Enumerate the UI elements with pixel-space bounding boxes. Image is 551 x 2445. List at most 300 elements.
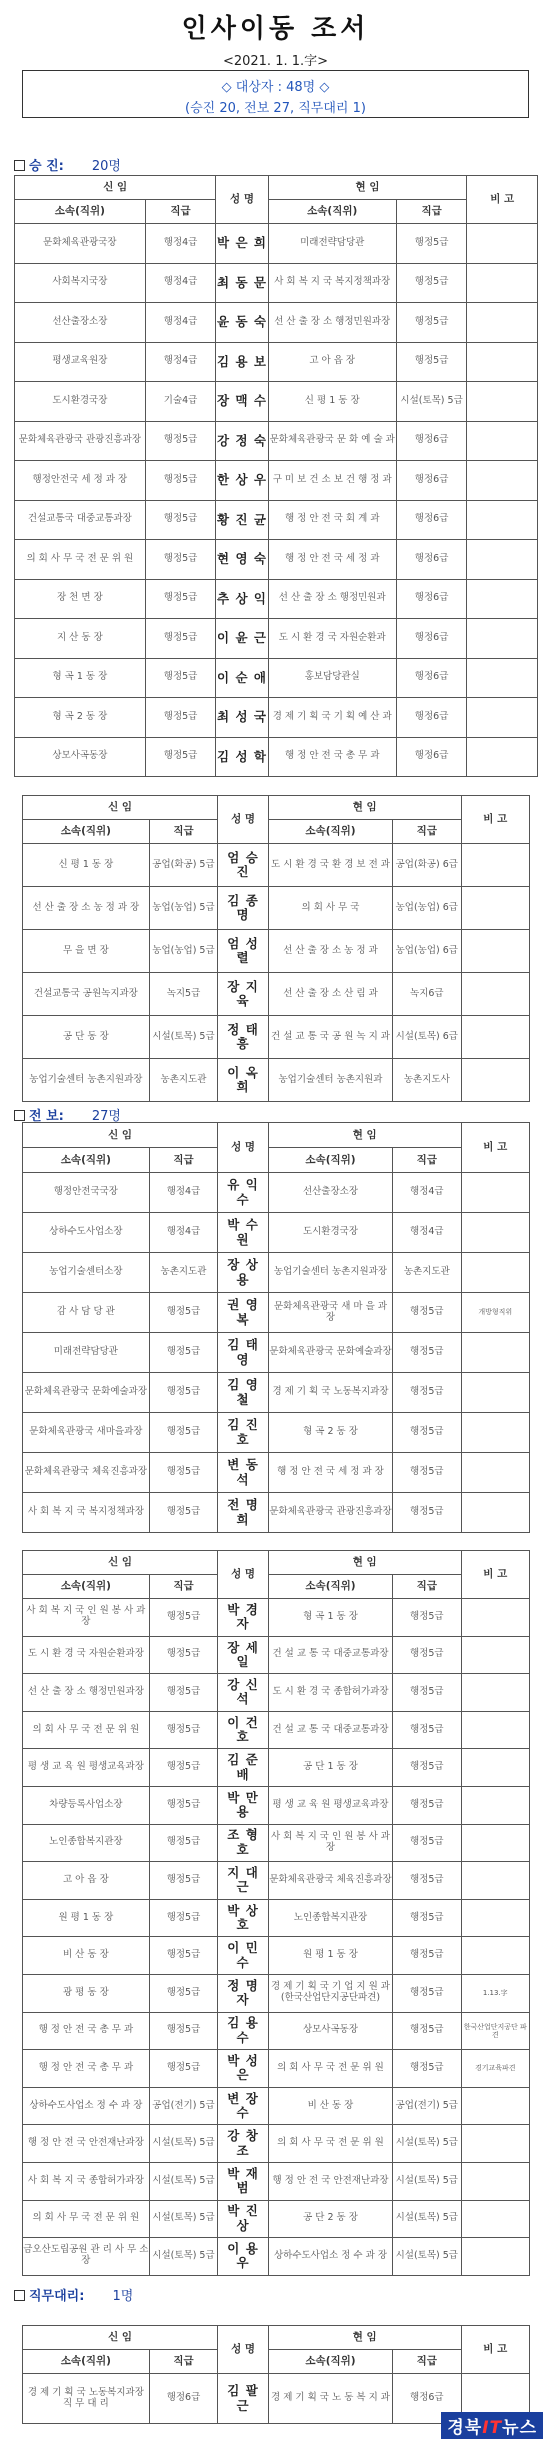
remark — [467, 461, 538, 501]
person-name: 최 성 국 — [216, 698, 268, 738]
page-title: 인사이동 조서 — [181, 14, 370, 44]
person-name: 현 영 숙 — [216, 540, 268, 580]
header-current-post: 현 임 — [268, 176, 467, 200]
current-grade: 행정5급 — [393, 1824, 461, 1862]
person-name: 김 진 호 — [218, 1413, 269, 1453]
current-grade: 공업(전기) 5급 — [393, 2087, 461, 2125]
current-grade: 행정5급 — [393, 2012, 461, 2050]
new-grade: 행정6급 — [149, 2374, 217, 2424]
new-grade: 농업(농업) 5급 — [149, 930, 217, 973]
new-dept: 도 시 환 경 국 자원순환과장 — [23, 1636, 150, 1674]
new-dept: 원 평 1 동 장 — [23, 1899, 150, 1937]
table-row — [15, 619, 538, 659]
person-name: 정 태 흥 — [218, 1016, 269, 1059]
person-name: 이 민 수 — [218, 1937, 269, 1975]
table-row — [23, 2162, 530, 2200]
person-name: 장 지 육 — [218, 973, 269, 1016]
new-dept: 사 회 복 지 국 인 원 봉 사 과 장 — [23, 1599, 150, 1637]
new-dept: 형 곡 1 동 장 — [15, 658, 146, 698]
current-grade: 행정5급 — [393, 1453, 461, 1493]
header-new-dept: 소속(직위) — [23, 820, 150, 844]
new-dept: 차량등록사업소장 — [23, 1786, 150, 1824]
new-grade: 행정5급 — [149, 1899, 217, 1937]
remark — [461, 2238, 529, 2276]
current-dept: 농업기술센터 농촌지원과장 — [268, 1253, 392, 1293]
section-transfer: 전 보: 27명 — [14, 1105, 121, 1124]
current-dept: 도시환경국장 — [268, 1213, 392, 1253]
header-new-post: 신 임 — [15, 176, 216, 200]
new-grade: 행정5급 — [145, 461, 216, 501]
current-grade: 행정5급 — [393, 1333, 461, 1373]
current-grade: 행정5급 — [393, 1749, 461, 1787]
remark — [461, 1862, 529, 1900]
new-dept: 선 산 출 장 소 농 정 과 장 — [23, 887, 150, 930]
current-dept: 선 산 출 장 소 행정민원과장 — [268, 303, 396, 343]
current-grade: 행정6급 — [396, 658, 467, 698]
new-dept: 의 회 사 무 국 전 문 위 원 — [23, 2200, 150, 2238]
header-new-grade: 직급 — [149, 820, 217, 844]
current-dept: 형 곡 1 동 장 — [268, 1599, 392, 1637]
header-current-grade: 직급 — [393, 820, 461, 844]
table-row — [23, 2200, 530, 2238]
header-current-post: 현 임 — [268, 1123, 461, 1148]
remark — [461, 1899, 529, 1937]
current-grade: 행정6급 — [396, 619, 467, 659]
person-name: 정 명 자 — [218, 1974, 269, 2012]
person-name: 지 대 근 — [218, 1862, 269, 1900]
table-row — [23, 1253, 530, 1293]
current-dept: 도 시 환 경 국 종합허가과장 — [268, 1674, 392, 1712]
table-row — [23, 1711, 530, 1749]
current-dept: 행 정 안 전 국 세 정 과 장 — [268, 1453, 392, 1493]
remark — [461, 1824, 529, 1862]
table-row — [15, 421, 538, 461]
new-grade: 행정5급 — [145, 421, 216, 461]
current-dept: 노인종합복지관장 — [268, 1899, 392, 1937]
current-grade: 농촌지도관 — [393, 1253, 461, 1293]
person-name: 김 성 학 — [216, 737, 268, 777]
new-dept: 장 천 면 장 — [15, 579, 146, 619]
current-dept: 경 제 기 획 국 노동복지과장 — [268, 1373, 392, 1413]
current-dept: 원 평 1 동 장 — [268, 1937, 392, 1975]
new-dept: 선산출장소장 — [15, 303, 146, 343]
current-dept: 도 시 환 경 국 환 경 보 전 과 — [268, 844, 392, 887]
remark — [467, 421, 538, 461]
new-grade: 행정5급 — [149, 1862, 217, 1900]
person-name: 장 세 일 — [218, 1636, 269, 1674]
person-name: 김 종 명 — [218, 887, 269, 930]
table-row — [23, 887, 530, 930]
header-current-grade: 직급 — [393, 2350, 461, 2374]
new-grade: 행정5급 — [149, 1333, 217, 1373]
person-name: 이 옥 희 — [218, 1059, 269, 1102]
remark — [461, 844, 529, 887]
header-new-dept: 소속(직위) — [23, 1148, 150, 1173]
new-dept: 문화체육관광국 관광진흥과장 — [15, 421, 146, 461]
current-dept: 홍보담당관실 — [268, 658, 396, 698]
table-row — [23, 1824, 530, 1862]
remark — [461, 1059, 529, 1102]
new-grade: 행정5급 — [149, 1974, 217, 2012]
current-grade: 행정5급 — [393, 1899, 461, 1937]
current-dept: 고 아 읍 장 — [268, 342, 396, 382]
current-grade: 녹지6급 — [393, 973, 461, 1016]
new-grade: 행정5급 — [145, 579, 216, 619]
table-row — [23, 1786, 530, 1824]
current-dept: 선산출장소장 — [268, 1173, 392, 1213]
header-name: 성 명 — [218, 796, 269, 844]
new-dept: 의 회 사 무 국 전 문 위 원 — [23, 1711, 150, 1749]
table-row — [15, 698, 538, 738]
publisher-logo: 경북IT뉴스 — [441, 2412, 543, 2439]
table-row — [23, 1173, 530, 1213]
table-row — [23, 1599, 530, 1637]
summary-box — [22, 70, 529, 118]
current-grade: 행정5급 — [393, 1937, 461, 1975]
table-row — [23, 1016, 530, 1059]
new-grade: 행정5급 — [145, 619, 216, 659]
person-name: 엄 승 진 — [218, 844, 269, 887]
table-row — [23, 2125, 530, 2163]
current-dept: 공 단 1 동 장 — [268, 1749, 392, 1787]
table-row — [15, 737, 538, 777]
person-name: 윤 동 숙 — [216, 303, 268, 343]
new-grade: 행정5급 — [149, 1937, 217, 1975]
current-grade: 농촌지도사 — [393, 1059, 461, 1102]
section-promotion: 승 진: 20명 — [14, 155, 121, 174]
remark — [467, 579, 538, 619]
new-dept: 사 회 복 지 국 복지정책과장 — [23, 1493, 150, 1533]
remark — [461, 1493, 529, 1533]
person-name: 이 용 우 — [218, 2238, 269, 2276]
new-grade: 행정4급 — [145, 263, 216, 303]
new-grade: 행정5급 — [149, 2050, 217, 2088]
remark — [461, 2087, 529, 2125]
header-current-grade: 직급 — [393, 1148, 461, 1173]
new-dept: 행 정 안 전 국 총 무 과 — [23, 2050, 150, 2088]
current-dept: 건 설 교 통 국 공 원 녹 지 과 — [268, 1016, 392, 1059]
header-current-dept: 소속(직위) — [268, 1148, 392, 1173]
current-dept: 의 회 사 무 국 전 문 위 원 — [268, 2125, 392, 2163]
header-new-dept: 소속(직위) — [23, 1575, 150, 1599]
current-dept: 형 곡 2 동 장 — [268, 1413, 392, 1453]
remark — [467, 540, 538, 580]
table-row — [23, 973, 530, 1016]
current-grade: 행정5급 — [393, 1711, 461, 1749]
current-dept: 평 생 교 육 원 평생교육과장 — [268, 1786, 392, 1824]
new-dept: 지 산 동 장 — [15, 619, 146, 659]
header-remark: 비 고 — [461, 2326, 529, 2374]
current-dept: 사 회 복 지 국 인 원 봉 사 과 장 — [268, 1824, 392, 1862]
header-remark: 비 고 — [461, 796, 529, 844]
new-dept: 건설교통국 대중교통과장 — [15, 500, 146, 540]
current-dept: 행 정 안 전 국 총 무 과 — [268, 737, 396, 777]
table-row — [23, 1293, 530, 1333]
current-grade: 농업(농업) 6급 — [393, 930, 461, 973]
current-dept: 구 미 보 건 소 보 건 행 정 과 — [268, 461, 396, 501]
current-dept: 문화체육관광국 문화예술과장 — [268, 1333, 392, 1373]
new-dept: 행정안전국국장 — [23, 1173, 150, 1213]
header-new-post: 신 임 — [23, 1123, 218, 1148]
table-row — [15, 263, 538, 303]
new-grade: 행정5급 — [149, 1786, 217, 1824]
current-grade: 행정5급 — [393, 1493, 461, 1533]
new-grade: 행정4급 — [145, 224, 216, 264]
remark — [461, 973, 529, 1016]
current-grade: 행정5급 — [393, 1373, 461, 1413]
table-row — [23, 1749, 530, 1787]
new-grade: 행정5급 — [149, 1493, 217, 1533]
header-new-dept: 소속(직위) — [23, 2350, 150, 2374]
new-grade: 행정5급 — [149, 1373, 217, 1413]
person-name: 박 상 호 — [218, 1899, 269, 1937]
current-grade: 행정4급 — [393, 1173, 461, 1213]
current-dept: 문화체육관광국 체육진흥과장 — [268, 1862, 392, 1900]
remark — [461, 1253, 529, 1293]
header-current-grade: 직급 — [396, 200, 467, 224]
current-dept: 공 단 2 동 장 — [268, 2200, 392, 2238]
table-row — [23, 930, 530, 973]
new-dept: 의 회 사 무 국 전 문 위 원 — [15, 540, 146, 580]
header-name: 성 명 — [218, 1551, 269, 1599]
remark — [461, 1213, 529, 1253]
new-grade: 행정5급 — [145, 658, 216, 698]
person-name: 김 용 수 — [218, 2012, 269, 2050]
table-row — [23, 844, 530, 887]
current-grade: 행정6급 — [396, 737, 467, 777]
new-dept: 농업기술센터소장 — [23, 1253, 150, 1293]
current-grade: 시설(토목) 6급 — [393, 1016, 461, 1059]
new-grade: 행정5급 — [145, 540, 216, 580]
remark — [467, 737, 538, 777]
person-name: 김 준 배 — [218, 1749, 269, 1787]
new-grade: 행정5급 — [149, 1749, 217, 1787]
current-grade: 행정6급 — [396, 500, 467, 540]
table-row — [15, 658, 538, 698]
table-row — [15, 540, 538, 580]
personnel-table — [14, 175, 538, 777]
table-row — [23, 1333, 530, 1373]
new-grade: 행정5급 — [145, 737, 216, 777]
table-row — [15, 382, 538, 422]
current-grade: 시설(토목) 5급 — [393, 2200, 461, 2238]
header-current-dept: 소속(직위) — [268, 820, 392, 844]
remark — [467, 263, 538, 303]
header-current-post: 현 임 — [268, 2326, 461, 2350]
new-grade: 행정5급 — [149, 1824, 217, 1862]
person-name: 변 동 석 — [218, 1453, 269, 1493]
current-dept: 비 산 동 장 — [268, 2087, 392, 2125]
current-dept: 경 제 기 획 국 기 획 예 산 과 — [268, 698, 396, 738]
new-grade: 시설(토목) 5급 — [149, 2162, 217, 2200]
current-dept: 선 산 출 장 소 산 림 과 — [268, 973, 392, 1016]
remark — [461, 1711, 529, 1749]
current-grade: 행정5급 — [393, 1674, 461, 1712]
person-name: 김 태 영 — [218, 1333, 269, 1373]
person-name: 박 성 은 — [218, 2050, 269, 2088]
header-new-post: 신 임 — [23, 1551, 218, 1575]
document-date: <2021. 1. 1.字> — [222, 54, 329, 69]
current-grade: 행정5급 — [393, 2050, 461, 2088]
header-remark: 비 고 — [461, 1123, 529, 1173]
table-row — [23, 2087, 530, 2125]
new-grade: 농촌지도관 — [149, 1253, 217, 1293]
person-name: 장 맥 수 — [216, 382, 268, 422]
new-grade: 행정4급 — [145, 303, 216, 343]
personnel-table — [22, 2325, 530, 2424]
current-dept: 경 제 기 획 국 노 동 복 지 과 — [268, 2374, 392, 2424]
current-dept: 행 정 안 전 국 안전재난과장 — [268, 2162, 392, 2200]
new-dept: 금오산도립공원 관 리 사 무 소 장 — [23, 2238, 150, 2276]
person-name: 권 영 복 — [218, 1293, 269, 1333]
person-name: 장 상 용 — [218, 1253, 269, 1293]
current-dept: 문화체육관광국 새 마 을 과 장 — [268, 1293, 392, 1333]
new-grade: 행정4급 — [149, 1173, 217, 1213]
table-row — [23, 1674, 530, 1712]
current-dept: 의 회 사 무 국 — [268, 887, 392, 930]
person-name: 김 팔 근 — [218, 2374, 269, 2424]
new-grade: 농촌지도관 — [149, 1059, 217, 1102]
table-row — [15, 224, 538, 264]
current-grade: 시설(토목) 5급 — [393, 2238, 461, 2276]
table-row — [23, 1899, 530, 1937]
remark — [467, 224, 538, 264]
header-remark: 비 고 — [461, 1551, 529, 1599]
current-grade: 행정5급 — [396, 224, 467, 264]
personnel-table — [22, 1122, 530, 1533]
person-name: 이 순 애 — [216, 658, 268, 698]
table-row — [23, 2012, 530, 2050]
header-name: 성 명 — [218, 1123, 269, 1173]
remark — [467, 619, 538, 659]
header-new-grade: 직급 — [149, 1575, 217, 1599]
new-dept: 형 곡 2 동 장 — [15, 698, 146, 738]
table-row — [23, 1059, 530, 1102]
table-row — [23, 1373, 530, 1413]
new-grade: 행정5급 — [145, 500, 216, 540]
header-current-dept: 소속(직위) — [268, 1575, 392, 1599]
current-grade: 행정4급 — [393, 1213, 461, 1253]
new-dept: 상하수도사업소장 — [23, 1213, 150, 1253]
checkbox-icon — [14, 2290, 25, 2301]
new-dept: 비 산 동 장 — [23, 1937, 150, 1975]
current-grade: 행정5급 — [396, 303, 467, 343]
new-grade: 행정5급 — [149, 1413, 217, 1453]
new-dept: 행 정 안 전 국 안전재난과장 — [23, 2125, 150, 2163]
new-dept: 사 회 복 지 국 종합허가과장 — [23, 2162, 150, 2200]
remark — [461, 887, 529, 930]
new-dept: 문화체육관광국장 — [15, 224, 146, 264]
remark — [461, 1749, 529, 1787]
header-new-grade: 직급 — [149, 1148, 217, 1173]
person-name: 이 건 호 — [218, 1711, 269, 1749]
remark — [461, 1786, 529, 1824]
new-dept: 상하수도사업소 정 수 과 장 — [23, 2087, 150, 2125]
current-grade: 행정6급 — [396, 461, 467, 501]
current-dept: 신 평 1 동 장 — [268, 382, 396, 422]
current-dept: 문화체육관광국 문 화 예 술 과 — [268, 421, 396, 461]
remark — [467, 500, 538, 540]
current-dept: 농업기술센터 농촌지원과 — [268, 1059, 392, 1102]
table-row — [23, 1413, 530, 1453]
person-name: 유 익 수 — [218, 1173, 269, 1213]
new-dept: 사회복지국장 — [15, 263, 146, 303]
current-grade: 행정5급 — [393, 1599, 461, 1637]
table-row — [15, 342, 538, 382]
person-name: 조 형 호 — [218, 1824, 269, 1862]
header-remark: 비 고 — [467, 176, 538, 224]
table-row — [23, 1974, 530, 2012]
current-dept: 미래전략담당관 — [268, 224, 396, 264]
current-grade: 농업(농업) 6급 — [393, 887, 461, 930]
new-dept: 미래전략담당관 — [23, 1333, 150, 1373]
current-dept: 도 시 환 경 국 자원순환과 — [268, 619, 396, 659]
header-current-dept: 소속(직위) — [268, 200, 396, 224]
header-current-grade: 직급 — [393, 1575, 461, 1599]
new-grade: 시설(토목) 5급 — [149, 2125, 217, 2163]
header-name: 성 명 — [216, 176, 268, 224]
new-dept: 노인종합복지관장 — [23, 1824, 150, 1862]
remark — [467, 303, 538, 343]
personnel-table — [22, 795, 530, 1102]
current-grade: 행정5급 — [396, 263, 467, 303]
remark — [461, 1373, 529, 1413]
person-name: 최 동 문 — [216, 263, 268, 303]
header-current-dept: 소속(직위) — [268, 2350, 392, 2374]
checkbox-icon — [14, 1110, 25, 1121]
current-grade: 행정6급 — [396, 579, 467, 619]
new-grade: 공업(화공) 5급 — [149, 844, 217, 887]
person-name: 박 만 용 — [218, 1786, 269, 1824]
remark — [467, 382, 538, 422]
new-grade: 행정4급 — [149, 1213, 217, 1253]
remark — [461, 1413, 529, 1453]
summary-breakdown: (승진 20, 전보 27, 직무대리 1) — [185, 101, 366, 116]
new-grade: 행정4급 — [145, 342, 216, 382]
table-row — [23, 2238, 530, 2276]
current-grade: 행정5급 — [393, 1293, 461, 1333]
new-dept: 행 정 안 전 국 총 무 과 — [23, 2012, 150, 2050]
new-dept: 평생교육원장 — [15, 342, 146, 382]
table-row — [15, 303, 538, 343]
current-grade: 행정5급 — [393, 1636, 461, 1674]
new-grade: 기술4급 — [145, 382, 216, 422]
table-row — [23, 1493, 530, 1533]
new-dept: 문화체육관광국 체육진흥과장 — [23, 1453, 150, 1493]
person-name: 강 신 석 — [218, 1674, 269, 1712]
current-dept: 경 제 기 획 국 기 업 지 원 과 (한국산업단지공단파견) — [268, 1974, 392, 2012]
remark — [461, 2162, 529, 2200]
current-grade: 행정6급 — [396, 698, 467, 738]
current-dept: 행 정 안 전 국 세 정 과 — [268, 540, 396, 580]
header-new-dept: 소속(직위) — [15, 200, 146, 224]
person-name: 박 은 희 — [216, 224, 268, 264]
remark — [461, 1674, 529, 1712]
current-grade: 행정6급 — [393, 2374, 461, 2424]
new-dept: 광 평 동 장 — [23, 1974, 150, 2012]
new-dept: 평 생 교 육 원 평생교육과장 — [23, 1749, 150, 1787]
header-new-grade: 직급 — [149, 2350, 217, 2374]
current-dept: 의 회 사 무 국 전 문 위 원 — [268, 2050, 392, 2088]
new-grade: 행정5급 — [149, 1711, 217, 1749]
new-dept: 선 산 출 장 소 행정민원과장 — [23, 1674, 150, 1712]
new-dept: 신 평 1 동 장 — [23, 844, 150, 887]
header-new-post: 신 임 — [23, 2326, 218, 2350]
new-dept: 감 사 담 당 관 — [23, 1293, 150, 1333]
person-name: 엄 성 렬 — [218, 930, 269, 973]
table-row — [23, 2050, 530, 2088]
new-dept: 행정안전국 세 정 과 장 — [15, 461, 146, 501]
